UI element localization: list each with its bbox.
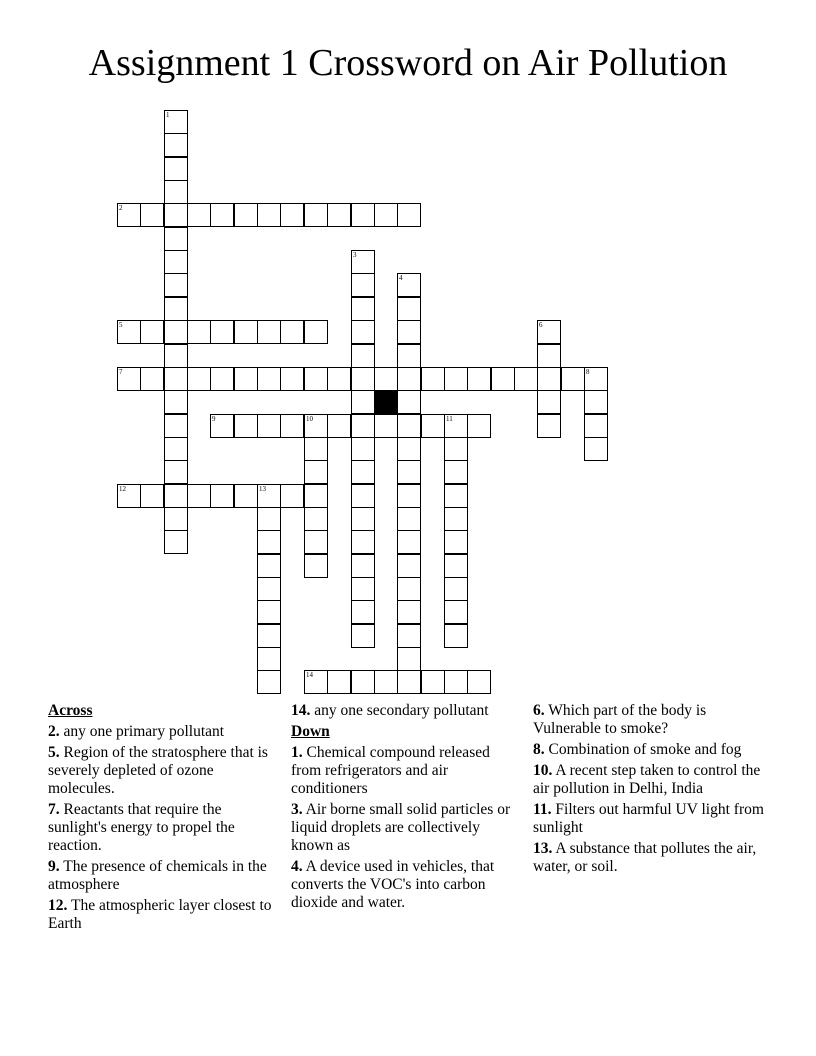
grid-cell[interactable] (537, 320, 561, 344)
grid-cell[interactable] (234, 320, 258, 344)
grid-cell[interactable] (280, 414, 304, 438)
clue-across-2: 2. any one primary pollutant (48, 723, 225, 740)
grid-cell[interactable] (467, 414, 491, 438)
clue-number-label: 5 (119, 321, 123, 329)
grid-cell[interactable] (164, 367, 188, 391)
grid-cell[interactable] (397, 273, 421, 297)
grid-cell[interactable] (397, 297, 421, 321)
clues-column-1 (48, 702, 280, 936)
grid-cell[interactable] (444, 437, 468, 461)
grid-cell[interactable] (397, 670, 421, 694)
grid-cell[interactable] (164, 227, 188, 251)
clue-number-label: 11 (446, 415, 453, 423)
grid-cell[interactable] (351, 273, 375, 297)
grid-cell[interactable] (327, 203, 351, 227)
grid-cell[interactable] (351, 670, 375, 694)
grid-cell[interactable] (257, 484, 281, 508)
grid-cell[interactable] (164, 157, 188, 181)
clue-across-5: 5. Region of the stratosphere that is severely depleted of ozone molecules. (48, 744, 268, 797)
grid-cell[interactable] (257, 554, 281, 578)
clue-number-label: 9 (212, 415, 216, 423)
grid-cell[interactable] (164, 297, 188, 321)
grid-cell[interactable] (164, 180, 188, 204)
grid-cell[interactable] (397, 320, 421, 344)
grid-cell[interactable] (210, 203, 234, 227)
grid-cell[interactable] (584, 367, 608, 391)
grid-cell[interactable] (397, 367, 421, 391)
grid-cell[interactable] (397, 577, 421, 601)
grid-cell[interactable] (280, 484, 304, 508)
grid-cell[interactable] (374, 670, 398, 694)
grid-cell[interactable] (304, 367, 328, 391)
grid-cell[interactable] (351, 414, 375, 438)
grid-cell[interactable] (351, 530, 375, 554)
grid-cell[interactable] (140, 484, 164, 508)
grid-cell[interactable] (304, 484, 328, 508)
down-heading: Down (291, 723, 330, 740)
grid-cell[interactable] (164, 414, 188, 438)
clue-across-7: 7. Reactants that require the sunlight's energy to propel the reaction. (48, 801, 235, 854)
clue-number-label: 12 (119, 485, 126, 493)
grid-cell[interactable] (117, 320, 141, 344)
grid-cell[interactable] (304, 203, 328, 227)
grid-cell[interactable] (257, 647, 281, 671)
grid-cell[interactable] (421, 367, 445, 391)
grid-cell[interactable] (351, 320, 375, 344)
grid-cell[interactable] (584, 437, 608, 461)
grid-cell[interactable] (304, 437, 328, 461)
clues-column-2 (291, 702, 523, 915)
grid-cell[interactable] (351, 577, 375, 601)
grid-cell[interactable] (351, 250, 375, 274)
grid-cell[interactable] (234, 414, 258, 438)
clue-down-6: 6. Which part of the body is Vulnerable to smoke? (533, 702, 707, 737)
grid-cell[interactable] (584, 390, 608, 414)
grid-cell[interactable] (351, 484, 375, 508)
grid-cell[interactable] (444, 577, 468, 601)
grid-cell[interactable] (257, 320, 281, 344)
clue-number-label: 2 (119, 204, 123, 212)
grid-cell[interactable] (397, 647, 421, 671)
grid-cell[interactable] (140, 203, 164, 227)
grid-cell[interactable] (444, 484, 468, 508)
grid-cell[interactable] (397, 600, 421, 624)
grid-cell[interactable] (444, 414, 468, 438)
grid-cell[interactable] (257, 414, 281, 438)
clue-number-label: 14 (306, 671, 313, 679)
clue-down-13: 13. A substance that pollutes the air, water, or soil. (533, 840, 757, 875)
grid-cell[interactable] (257, 507, 281, 531)
grid-cell[interactable] (210, 367, 234, 391)
grid-cell[interactable] (280, 320, 304, 344)
grid-cell[interactable] (164, 273, 188, 297)
grid-cell[interactable] (187, 203, 211, 227)
grid-cell[interactable] (397, 484, 421, 508)
clue-across-9: 9. The presence of chemicals in the atmosphere (48, 858, 267, 893)
grid-cell[interactable] (304, 507, 328, 531)
grid-cell[interactable] (444, 600, 468, 624)
grid-cell[interactable] (467, 670, 491, 694)
grid-cell[interactable] (164, 507, 188, 531)
grid-cell[interactable] (257, 600, 281, 624)
grid-cell[interactable] (210, 484, 234, 508)
grid-cell[interactable] (164, 203, 188, 227)
grid-cell[interactable] (397, 530, 421, 554)
clue-number-label: 6 (539, 321, 543, 329)
clue-down-3: 3. Air borne small solid particles or liquid droplets are collectively known as (291, 801, 511, 854)
grid-cell[interactable] (397, 507, 421, 531)
grid-cell[interactable] (327, 670, 351, 694)
grid-cell[interactable] (537, 344, 561, 368)
grid-cell[interactable] (584, 414, 608, 438)
clue-across-14: 14. any one secondary pollutant (291, 702, 489, 719)
clue-across-12: 12. The atmospheric layer closest to Earth (48, 897, 272, 932)
grid-cell[interactable] (304, 554, 328, 578)
grid-cell[interactable] (374, 203, 398, 227)
grid-cell[interactable] (327, 414, 351, 438)
grid-cell[interactable] (397, 344, 421, 368)
grid-cell[interactable] (444, 460, 468, 484)
grid-cell[interactable] (537, 367, 561, 391)
grid-cell[interactable] (234, 367, 258, 391)
grid-cell[interactable] (397, 554, 421, 578)
grid-cell[interactable] (117, 367, 141, 391)
grid-cell[interactable] (164, 460, 188, 484)
page-title: Assignment 1 Crossword on Air Pollution (88, 42, 728, 84)
grid-cell[interactable] (257, 624, 281, 648)
grid-cell[interactable] (351, 367, 375, 391)
grid-cell[interactable] (397, 390, 421, 414)
grid-cell[interactable] (140, 367, 164, 391)
grid-cell[interactable] (351, 460, 375, 484)
clue-number-label: 10 (306, 415, 313, 423)
grid-cell[interactable] (117, 203, 141, 227)
grid-cell[interactable] (187, 367, 211, 391)
grid-cell[interactable] (374, 367, 398, 391)
grid-cell[interactable] (280, 367, 304, 391)
grid-cell[interactable] (421, 670, 445, 694)
grid-cell[interactable] (164, 110, 188, 134)
grid-cell[interactable] (234, 484, 258, 508)
clue-down-1: 1. Chemical compound released from refrigerators and air conditioners (291, 744, 490, 797)
grid-cell[interactable] (187, 320, 211, 344)
grid-cell[interactable] (140, 320, 164, 344)
grid-cell[interactable] (514, 367, 538, 391)
grid-cell[interactable] (397, 414, 421, 438)
clue-number-label: 1 (166, 111, 170, 119)
grid-cell[interactable] (397, 437, 421, 461)
clue-number-label: 4 (399, 274, 403, 282)
grid-cell[interactable] (164, 320, 188, 344)
grid-cell[interactable] (491, 367, 515, 391)
clue-number-label: 8 (586, 368, 590, 376)
grid-cell[interactable] (164, 133, 188, 157)
clue-down-4: 4. A device used in vehicles, that converts the VOC's into carbon dioxide and water. (291, 858, 495, 911)
grid-cell[interactable] (397, 460, 421, 484)
grid-cell[interactable] (187, 484, 211, 508)
grid-cell[interactable] (374, 414, 398, 438)
clue-down-11: 11. Filters out harmful UV light from sunlight (533, 801, 764, 836)
grid-cell[interactable] (210, 414, 234, 438)
grid-cell[interactable] (257, 530, 281, 554)
grid-cell[interactable] (257, 670, 281, 694)
clue-number-label: 13 (259, 485, 266, 493)
grid-cell[interactable] (421, 414, 445, 438)
grid-cell[interactable] (164, 250, 188, 274)
grid-cell[interactable] (304, 320, 328, 344)
grid-cell[interactable] (304, 414, 328, 438)
grid-cell[interactable] (351, 624, 375, 648)
grid-cell[interactable] (444, 624, 468, 648)
grid-cell[interactable] (164, 344, 188, 368)
black-cell (374, 390, 398, 414)
grid-cell[interactable] (164, 484, 188, 508)
grid-cell[interactable] (164, 437, 188, 461)
grid-cell[interactable] (164, 390, 188, 414)
clue-down-8: 8. Combination of smoke and fog (533, 741, 742, 758)
clues-column-3 (533, 702, 765, 879)
grid-cell[interactable] (351, 203, 375, 227)
grid-cell[interactable] (397, 203, 421, 227)
grid-cell[interactable] (351, 344, 375, 368)
grid-cell[interactable] (257, 577, 281, 601)
grid-cell[interactable] (444, 507, 468, 531)
grid-cell[interactable] (351, 600, 375, 624)
grid-cell[interactable] (351, 390, 375, 414)
grid-cell[interactable] (467, 367, 491, 391)
grid-cell[interactable] (537, 414, 561, 438)
clue-number-label: 3 (353, 251, 357, 259)
grid-cell[interactable] (351, 437, 375, 461)
grid-cell[interactable] (444, 367, 468, 391)
grid-cell[interactable] (257, 203, 281, 227)
grid-cell[interactable] (210, 320, 234, 344)
grid-cell[interactable] (304, 670, 328, 694)
grid-cell[interactable] (304, 460, 328, 484)
grid-cell[interactable] (304, 530, 328, 554)
grid-cell[interactable] (351, 297, 375, 321)
grid-cell[interactable] (327, 367, 351, 391)
grid-cell[interactable] (351, 507, 375, 531)
grid-cell[interactable] (537, 390, 561, 414)
grid-cell[interactable] (561, 367, 585, 391)
clue-number-label: 7 (119, 368, 123, 376)
across-heading: Across (48, 702, 93, 719)
grid-cell[interactable] (444, 554, 468, 578)
grid-cell[interactable] (117, 484, 141, 508)
grid-cell[interactable] (444, 530, 468, 554)
grid-cell[interactable] (164, 530, 188, 554)
grid-cell[interactable] (397, 624, 421, 648)
grid-cell[interactable] (444, 670, 468, 694)
grid-cell[interactable] (351, 554, 375, 578)
clue-down-10: 10. A recent step taken to control the air pollution in Delhi, India (533, 762, 761, 797)
grid-cell[interactable] (234, 203, 258, 227)
grid-cell[interactable] (257, 367, 281, 391)
grid-cell[interactable] (280, 203, 304, 227)
